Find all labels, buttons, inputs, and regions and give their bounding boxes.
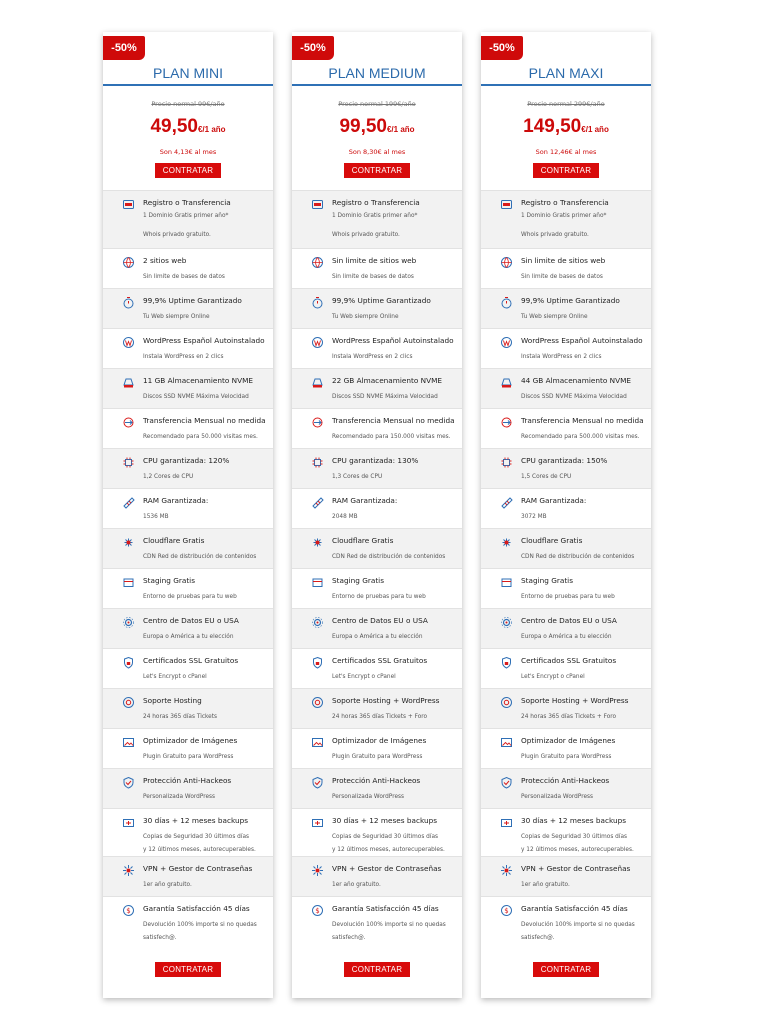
vpn-icon [122,864,135,877]
plan-title: PLAN MAXI [528,65,604,81]
monthly-price: Son 12,46€ al mes [535,148,597,156]
feature-subtitle: Tu Web siempre Online [143,314,210,320]
price-period: €/1 año [386,125,415,134]
stopwatch-icon [122,296,135,309]
transfer-icon [500,416,513,429]
plan-card-mini [103,32,273,998]
disk-icon [122,376,135,389]
feature-title: 30 días + 12 meses backups [332,816,438,825]
contract-button-bottom[interactable]: CONTRATAR [533,962,599,977]
feature-item [481,190,651,248]
feature-subtitle: Tu Web siempre Online [521,314,588,320]
domain-icon [122,198,135,211]
feature-title: Soporte Hosting [143,696,202,705]
feature-item [103,248,273,288]
domain-icon [311,198,324,211]
ram-icon [122,496,135,509]
feature-title: Protección Anti-Hackeos [143,776,232,785]
feature-item [481,408,651,448]
old-price: Precio normal 199€/año [338,100,416,108]
feature-item [103,368,273,408]
svg-text:$: $ [126,907,131,915]
staging-icon [500,576,513,589]
feature-title: 2 sitios web [143,256,187,265]
feature-title: Registro o Transferencia [332,198,420,207]
feature-title: Cloudflare Gratis [332,536,394,545]
feature-list [292,190,462,964]
feature-subtitle-extra: Whois privado gratuito. [143,232,211,238]
feature-item [292,568,462,608]
price [103,114,273,140]
feature-title: Transferencia Mensual no medida [143,416,266,425]
feature-title: RAM Garantizada: [332,496,398,505]
feature-title: Transferencia Mensual no medida [332,416,455,425]
feature-item [481,248,651,288]
ssl-icon [122,656,135,669]
feature-subtitle-extra: y 12 últimos meses, autorecuperables. [143,847,256,853]
disk-icon [500,376,513,389]
feature-item [292,856,462,896]
price-amount: 149,50 [523,116,582,137]
feature-item [481,328,651,368]
discount-badge: -50% [103,36,145,60]
feature-subtitle: Devolución 100% importe si no quedas [143,922,257,928]
feature-subtitle: Tu Web siempre Online [332,314,399,320]
feature-item [292,190,462,248]
old-price: Precio normal 299€/año [527,100,605,108]
feature-subtitle: Recomendado para 500.000 visitas mes. [521,434,640,440]
feature-item [292,528,462,568]
old-price: Precio normal 99€/año [151,100,225,108]
feature-item [481,648,651,688]
feature-item [292,288,462,328]
vpn-icon [500,864,513,877]
feature-subtitle: Recomendado para 50.000 visitas mes. [143,434,258,440]
feature-title: Optimizador de Imágenes [332,736,427,745]
title-divider [292,84,462,86]
contract-button-bottom[interactable]: CONTRATAR [155,962,221,977]
backup-icon [311,816,324,829]
feature-item [481,448,651,488]
feature-subtitle: Entorno de pruebas para tu web [521,594,615,600]
feature-subtitle: 24 horas 365 días Tickets [143,714,218,720]
feature-subtitle: CDN Red de distribución de contenidos [521,554,635,560]
feature-title: VPN + Gestor de Contraseñas [143,864,253,873]
feature-title: VPN + Gestor de Contraseñas [332,864,442,873]
feature-item [481,728,651,768]
ssl-icon [311,656,324,669]
feature-title: Cloudflare Gratis [521,536,583,545]
feature-subtitle: 3072 MB [521,514,547,520]
globe-icon [500,256,513,269]
price-period: €/1 año [581,125,609,134]
feature-item [481,488,651,528]
feature-subtitle: 2048 MB [332,514,358,520]
feature-list [481,190,651,964]
feature-title: Garantía Satisfacción 45 días [332,904,439,913]
feature-item [103,648,273,688]
feature-subtitle-extra: satisfech@. [143,935,177,941]
feature-subtitle: Plugin Gratuito para WordPress [521,754,612,760]
feature-item [292,808,462,856]
support-icon [500,696,513,709]
support-icon [311,696,324,709]
feature-title: Staging Gratis [521,576,574,585]
contract-button-top[interactable]: CONTRATAR [344,163,410,178]
feature-title: WordPress Español Autoinstalado [332,336,454,345]
feature-subtitle: Discos SSD NVME Máxima Velocidad [521,394,627,400]
shield-icon [500,776,513,789]
feature-subtitle-extra: y 12 últimos meses, autorecuperables. [332,847,445,853]
feature-subtitle: 1er año gratuito. [521,882,570,888]
feature-item [103,528,273,568]
feature-item [481,688,651,728]
contract-button-bottom[interactable]: CONTRATAR [344,962,410,977]
feature-title: Sin limite de sitios web [521,256,606,265]
feature-item [103,808,273,856]
feature-title: Staging Gratis [143,576,196,585]
feature-subtitle: 24 horas 365 días Tickets + Foro [521,714,617,720]
feature-title: Registro o Transferencia [143,198,231,207]
cpu-icon [311,456,324,469]
feature-item [103,608,273,648]
monthly-price: Son 4,13€ al mes [159,148,217,156]
discount-badge: -50% [292,36,334,60]
feature-subtitle: Sin limite de bases de datos [521,274,603,280]
feature-subtitle-extra: Whois privado gratuito. [332,232,400,238]
image-icon [122,736,135,749]
feature-subtitle-extra: Whois privado gratuito. [521,232,589,238]
feature-item [481,808,651,856]
plan-card-medium [292,32,462,998]
datacenter-icon [122,616,135,629]
feature-title: Protección Anti-Hackeos [521,776,610,785]
feature-title: 99,9% Uptime Garantizado [521,296,620,305]
svg-text:$: $ [315,907,320,915]
stopwatch-icon [500,296,513,309]
feature-title: Centro de Datos EU o USA [521,616,617,625]
feature-item [292,768,462,808]
transfer-icon [311,416,324,429]
ssl-icon [500,656,513,669]
feature-item [103,856,273,896]
feature-item [481,528,651,568]
feature-subtitle: Personalizada WordPress [332,794,405,800]
price-amount: 49,50 [150,116,198,137]
feature-subtitle: 1536 MB [143,514,169,520]
feature-title: 30 días + 12 meses backups [143,816,249,825]
globe-icon [122,256,135,269]
price-amount: 99,50 [339,116,387,137]
feature-title: 99,9% Uptime Garantizado [143,296,242,305]
feature-title: Cloudflare Gratis [143,536,205,545]
feature-title: CPU garantizada: 130% [332,456,419,465]
feature-item [292,328,462,368]
feature-title: Garantía Satisfacción 45 días [521,904,628,913]
domain-icon [500,198,513,211]
feature-subtitle: 1,3 Cores de CPU [332,474,383,480]
staging-icon [122,576,135,589]
feature-subtitle: Let's Encrypt o cPanel [143,674,207,680]
feature-item [103,288,273,328]
feature-item [292,688,462,728]
wordpress-icon [311,336,324,349]
feature-subtitle: 1,2 Cores de CPU [143,474,194,480]
monthly-price: Son 8,30€ al mes [348,148,406,156]
datacenter-icon [311,616,324,629]
feature-title: Sin limite de sitios web [332,256,417,265]
feature-item [292,728,462,768]
cloudflare-icon [122,536,135,549]
feature-subtitle-extra: satisfech@. [521,935,555,941]
feature-subtitle: Copias de Seguridad 30 últimos días [521,834,628,840]
feature-subtitle: 1 Dominio Gratis primer año* [521,213,607,219]
feature-title: VPN + Gestor de Contraseñas [521,864,631,873]
feature-subtitle: 1 Dominio Gratis primer año* [143,213,229,219]
feature-title: 99,9% Uptime Garantizado [332,296,431,305]
feature-subtitle: Discos SSD NVME Máxima Velocidad [332,394,438,400]
svg-text:$: $ [504,907,509,915]
feature-title: Certificados SSL Gratuitos [332,656,428,665]
feature-title: Optimizador de Imágenes [143,736,238,745]
feature-title: Optimizador de Imágenes [521,736,616,745]
feature-item [292,448,462,488]
shield-icon [122,776,135,789]
ram-icon [500,496,513,509]
feature-subtitle: Entorno de pruebas para tu web [332,594,426,600]
feature-subtitle: Europa o América a tu elección [332,634,423,640]
feature-subtitle: Copias de Seguridad 30 últimos días [143,834,250,840]
feature-item [481,568,651,608]
feature-subtitle-extra: satisfech@. [332,935,366,941]
feature-subtitle: Entorno de pruebas para tu web [143,594,237,600]
price-period: €/1 año [197,125,226,134]
datacenter-icon [500,616,513,629]
feature-item [103,568,273,608]
feature-item [103,408,273,448]
feature-title: Centro de Datos EU o USA [332,616,428,625]
feature-title: CPU garantizada: 120% [143,456,230,465]
feature-title: Soporte Hosting + WordPress [332,696,440,705]
cpu-icon [500,456,513,469]
price [481,114,651,140]
backup-icon [500,816,513,829]
disk-icon [311,376,324,389]
cpu-icon [122,456,135,469]
feature-subtitle: 1er año gratuito. [332,882,381,888]
feature-subtitle: Personalizada WordPress [143,794,216,800]
wordpress-icon [500,336,513,349]
vpn-icon [311,864,324,877]
feature-item [481,288,651,328]
feature-subtitle: Sin limite de bases de datos [143,274,225,280]
feature-subtitle: 24 horas 365 días Tickets + Foro [332,714,428,720]
feature-title: CPU garantizada: 150% [521,456,608,465]
feature-subtitle: Sin limite de bases de datos [332,274,414,280]
feature-item [481,368,651,408]
feature-item [292,608,462,648]
feature-item [103,488,273,528]
feature-item [292,408,462,448]
feature-item [103,190,273,248]
feature-title: Centro de Datos EU o USA [143,616,239,625]
feature-item [103,688,273,728]
feature-list [103,190,273,964]
discount-badge: -50% [481,36,523,60]
feature-item [103,896,273,964]
feature-subtitle: Instala WordPress en 2 clics [521,354,602,360]
feature-subtitle: 1,5 Cores de CPU [521,474,572,480]
feature-title: RAM Garantizada: [143,496,209,505]
price [292,114,462,140]
wordpress-icon [122,336,135,349]
feature-title: WordPress Español Autoinstalado [143,336,265,345]
feature-title: 22 GB Almacenamiento NVME [332,376,443,385]
image-icon [311,736,324,749]
feature-item [481,768,651,808]
feature-item [103,448,273,488]
feature-item [103,728,273,768]
feature-item [481,896,651,964]
feature-item [292,368,462,408]
title-divider [481,84,651,86]
feature-subtitle: Discos SSD NVME Máxima Velocidad [143,394,249,400]
feature-subtitle: Plugin Gratuito para WordPress [332,754,423,760]
backup-icon [122,816,135,829]
staging-icon [311,576,324,589]
feature-title: Soporte Hosting + WordPress [521,696,629,705]
feature-title: 44 GB Almacenamiento NVME [521,376,632,385]
cloudflare-icon [311,536,324,549]
feature-item [292,488,462,528]
contract-button-top[interactable]: CONTRATAR [533,163,599,178]
feature-subtitle: Personalizada WordPress [521,794,594,800]
feature-subtitle-extra: y 12 últimos meses, autorecuperables. [521,847,634,853]
plan-card-maxi [481,32,651,998]
feature-subtitle: Recomendado para 150.000 visitas mes. [332,434,451,440]
contract-button-top[interactable]: CONTRATAR [155,163,221,178]
feature-subtitle: CDN Red de distribución de contenidos [332,554,446,560]
feature-subtitle: 1 Dominio Gratis primer año* [332,213,418,219]
image-icon [500,736,513,749]
feature-title: Staging Gratis [332,576,385,585]
feature-title: Protección Anti-Hackeos [332,776,421,785]
feature-item [292,648,462,688]
feature-subtitle: Devolución 100% importe si no quedas [332,922,446,928]
feature-title: Transferencia Mensual no medida [521,416,644,425]
plan-title: PLAN MEDIUM [328,65,426,81]
transfer-icon [122,416,135,429]
feature-item [481,856,651,896]
feature-item [103,768,273,808]
feature-item [103,328,273,368]
stopwatch-icon [311,296,324,309]
shield-icon [311,776,324,789]
feature-subtitle: Let's Encrypt o cPanel [332,674,396,680]
feature-subtitle: Europa o América a tu elección [521,634,612,640]
feature-subtitle: Instala WordPress en 2 clics [143,354,224,360]
feature-item [481,608,651,648]
feature-title: 30 días + 12 meses backups [521,816,627,825]
feature-subtitle: Devolución 100% importe si no quedas [521,922,635,928]
feature-subtitle: Copias de Seguridad 30 últimos días [332,834,439,840]
ram-icon [311,496,324,509]
feature-title: Certificados SSL Gratuitos [143,656,239,665]
feature-subtitle: 1er año gratuito. [143,882,192,888]
cloudflare-icon [500,536,513,549]
feature-title: Registro o Transferencia [521,198,609,207]
feature-item [292,896,462,964]
guarantee-icon [122,904,135,917]
support-icon [122,696,135,709]
guarantee-icon [311,904,324,917]
feature-subtitle: Plugin Gratuito para WordPress [143,754,234,760]
title-divider [103,84,273,86]
feature-title: 11 GB Almacenamiento NVME [143,376,254,385]
feature-title: Garantía Satisfacción 45 días [143,904,250,913]
feature-title: Certificados SSL Gratuitos [521,656,617,665]
globe-icon [311,256,324,269]
feature-subtitle: Europa o América a tu elección [143,634,234,640]
feature-subtitle: CDN Red de distribución de contenidos [143,554,257,560]
feature-subtitle: Instala WordPress en 2 clics [332,354,413,360]
feature-title: RAM Garantizada: [521,496,587,505]
feature-subtitle: Let's Encrypt o cPanel [521,674,585,680]
feature-item [292,248,462,288]
guarantee-icon [500,904,513,917]
feature-title: WordPress Español Autoinstalado [521,336,643,345]
plan-title: PLAN MINI [152,65,223,81]
